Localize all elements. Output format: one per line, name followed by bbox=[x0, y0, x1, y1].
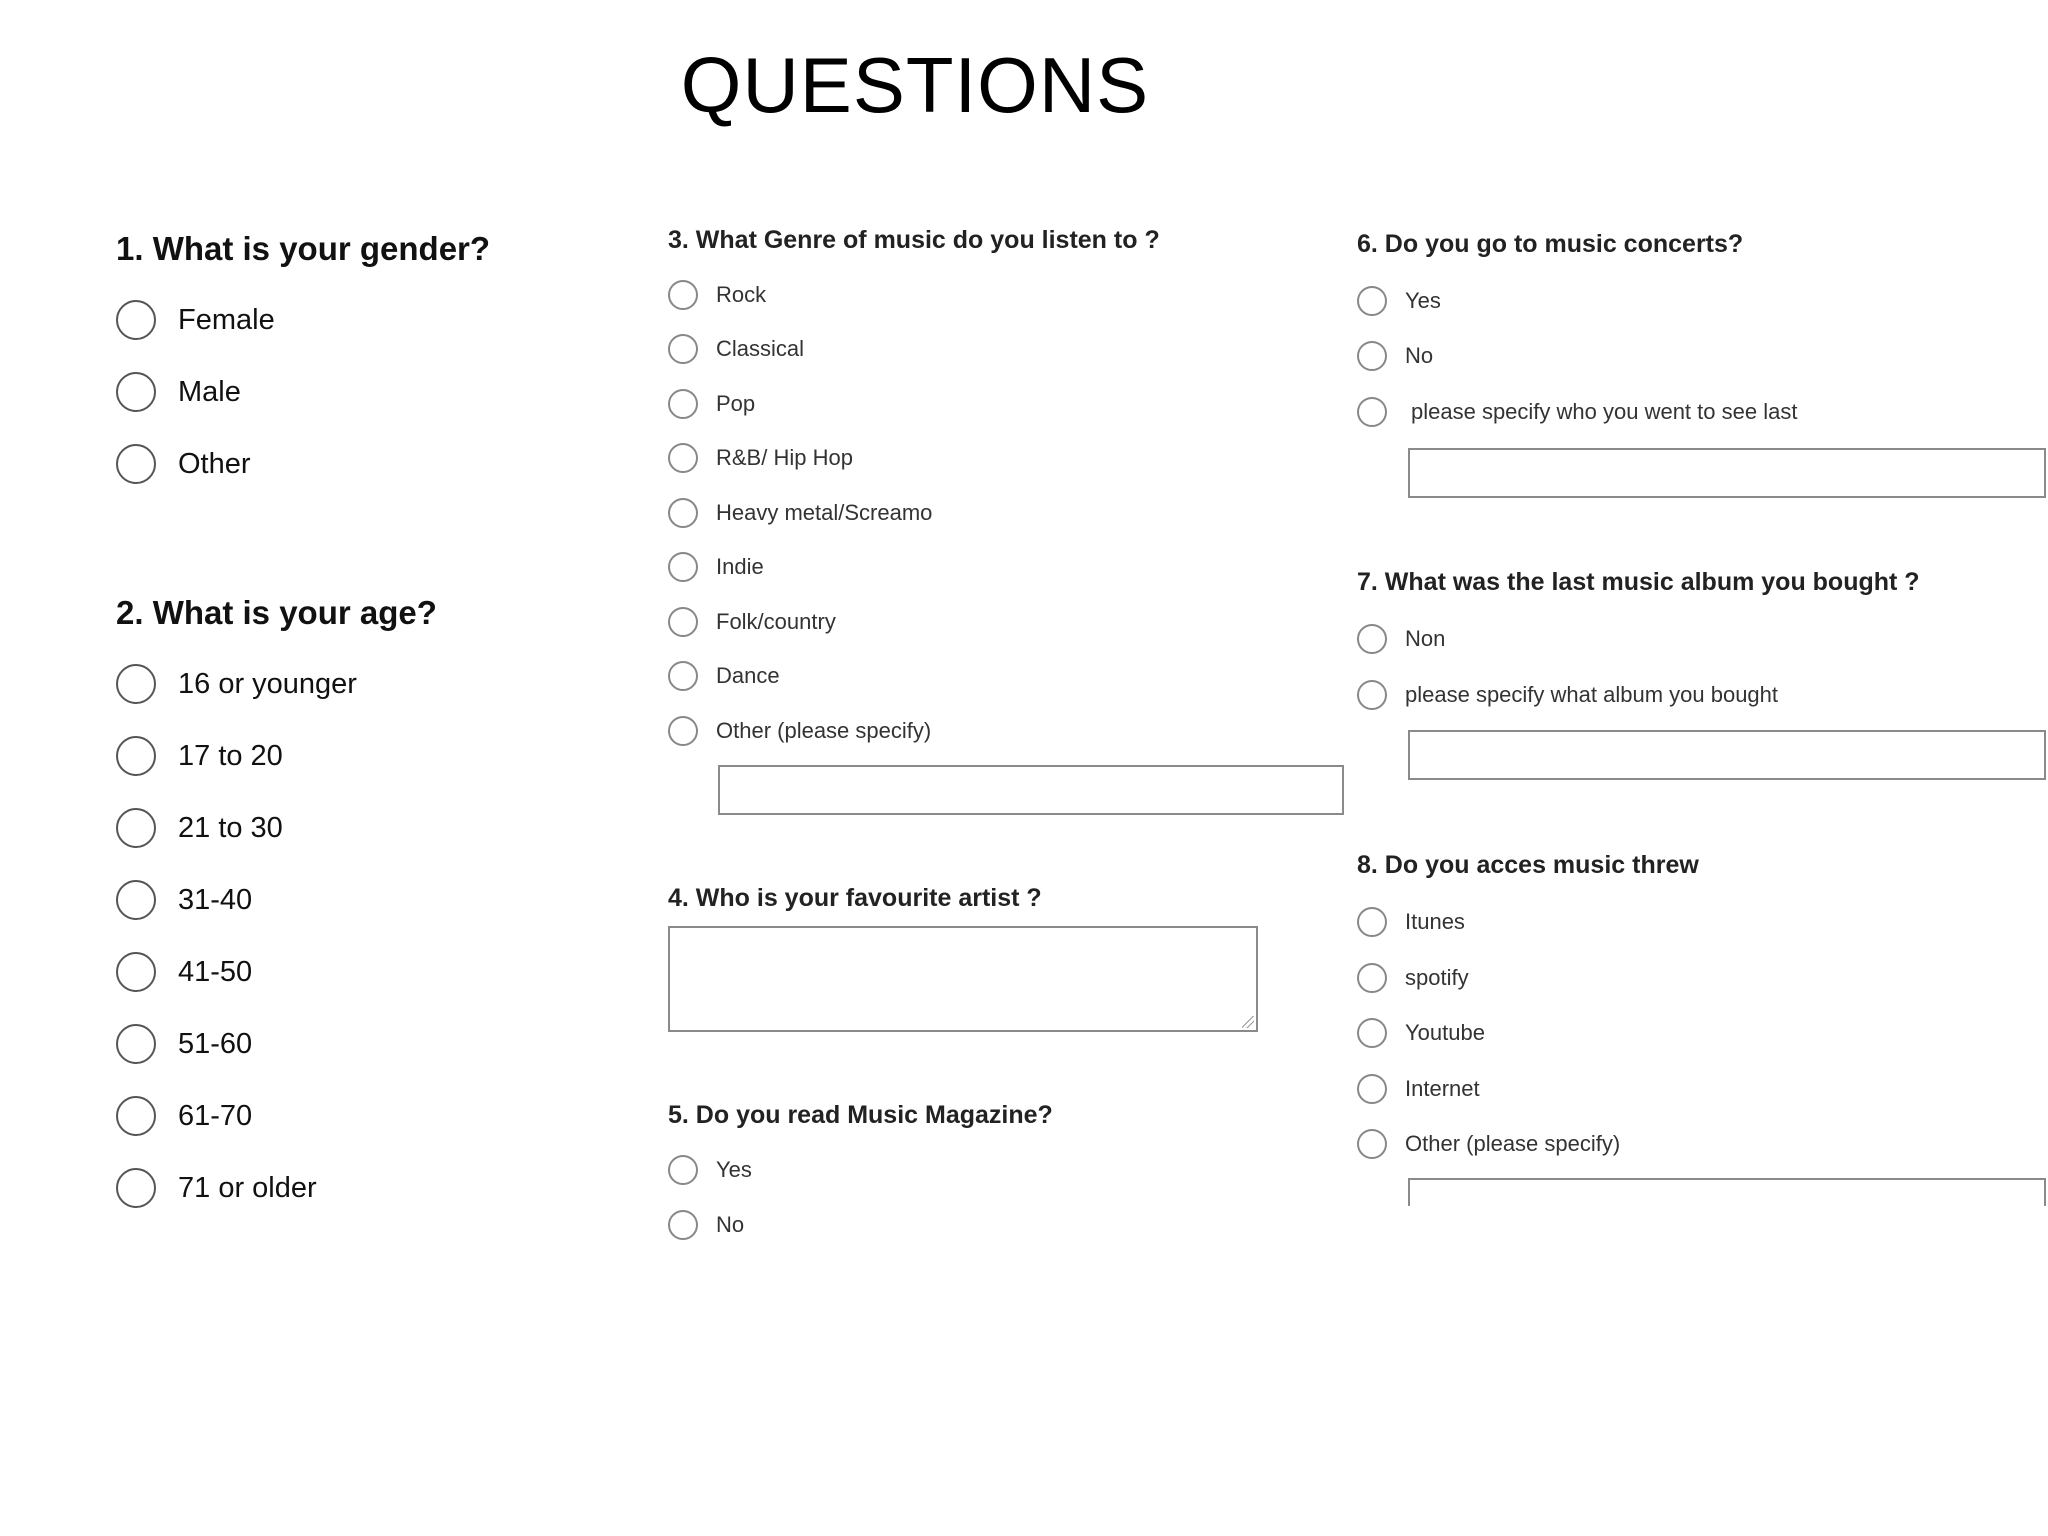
question-1-title: 1. What is your gender? bbox=[116, 230, 491, 267]
album-option-non[interactable] bbox=[1357, 624, 1445, 654]
radio-button[interactable] bbox=[1357, 907, 1387, 937]
gender-option-female[interactable] bbox=[116, 300, 275, 340]
age-option-16-or-younger[interactable] bbox=[116, 664, 357, 704]
option-label: Rock bbox=[716, 282, 767, 307]
genre-option-folk-country[interactable] bbox=[668, 607, 836, 637]
option-label: No bbox=[716, 1212, 745, 1237]
radio-button[interactable] bbox=[1357, 341, 1387, 371]
option-label: 21 to 30 bbox=[178, 811, 283, 844]
option-label: please specify who you went to see last bbox=[1411, 399, 1798, 424]
option-label: Yes bbox=[716, 1157, 752, 1182]
concerts-option-yes[interactable] bbox=[1357, 286, 1441, 316]
option-label: Non bbox=[1405, 626, 1446, 651]
access-option-itunes[interactable] bbox=[1357, 907, 1465, 937]
gender-option-other[interactable] bbox=[116, 444, 251, 484]
radio-button[interactable] bbox=[668, 280, 698, 310]
page-title: QUESTIONS bbox=[680, 41, 1150, 129]
genre-other-input[interactable] bbox=[718, 765, 1344, 815]
option-label: Youtube bbox=[1405, 1020, 1485, 1045]
option-label: Itunes bbox=[1405, 909, 1465, 934]
age-option-17-to-20[interactable] bbox=[116, 736, 283, 776]
favourite-artist-textarea[interactable] bbox=[668, 926, 1258, 1032]
radio-button[interactable] bbox=[1357, 1018, 1387, 1048]
radio-button[interactable] bbox=[668, 716, 698, 746]
magazine-option-no[interactable] bbox=[668, 1210, 744, 1240]
radio-button[interactable] bbox=[1357, 1074, 1387, 1104]
question-7-title: 7. What was the last music album you bought ? bbox=[1357, 568, 1920, 596]
radio-button[interactable] bbox=[116, 1168, 156, 1208]
genre-option-classical[interactable] bbox=[668, 334, 804, 364]
radio-button[interactable] bbox=[668, 661, 698, 691]
option-label: Indie bbox=[716, 554, 764, 579]
option-label: R&B/ Hip Hop bbox=[716, 445, 853, 470]
question-3-title: 3. What Genre of music do you listen to ? bbox=[668, 226, 1160, 254]
radio-button[interactable] bbox=[668, 443, 698, 473]
radio-button[interactable] bbox=[1357, 1129, 1387, 1159]
question-4-title: 4. Who is your favourite artist ? bbox=[668, 884, 1042, 912]
option-label: Yes bbox=[1405, 288, 1441, 313]
access-option-spotify[interactable] bbox=[1357, 963, 1469, 993]
genre-option-rock[interactable] bbox=[668, 280, 766, 310]
radio-button[interactable] bbox=[668, 389, 698, 419]
resize-handle-icon[interactable] bbox=[1242, 1016, 1254, 1028]
concert-artist-input[interactable] bbox=[1408, 448, 2046, 498]
option-label: Internet bbox=[1405, 1076, 1480, 1101]
option-label: Other (please specify) bbox=[1405, 1131, 1621, 1156]
radio-button[interactable] bbox=[116, 372, 156, 412]
radio-button[interactable] bbox=[116, 880, 156, 920]
age-option-21-to-30[interactable] bbox=[116, 808, 283, 848]
genre-option-rnb-hip-hop[interactable] bbox=[668, 443, 853, 473]
radio-button[interactable] bbox=[116, 1096, 156, 1136]
concerts-option-no[interactable] bbox=[1357, 341, 1433, 371]
radio-button[interactable] bbox=[668, 552, 698, 582]
option-label: 61-70 bbox=[178, 1099, 253, 1132]
question-8-title: 8. Do you acces music threw bbox=[1357, 851, 1699, 879]
genre-option-heavy-metal[interactable] bbox=[668, 498, 932, 528]
radio-button[interactable] bbox=[116, 736, 156, 776]
radio-button[interactable] bbox=[116, 808, 156, 848]
option-label: Other (please specify) bbox=[716, 718, 932, 743]
option-label: 31-40 bbox=[178, 883, 253, 916]
access-option-other[interactable] bbox=[1357, 1129, 1620, 1159]
radio-button[interactable] bbox=[116, 300, 156, 340]
option-label: Pop bbox=[716, 391, 756, 416]
radio-button[interactable] bbox=[668, 498, 698, 528]
concerts-option-specify[interactable] bbox=[1357, 397, 1797, 427]
radio-button[interactable] bbox=[668, 1210, 698, 1240]
radio-button[interactable] bbox=[668, 334, 698, 364]
radio-button[interactable] bbox=[116, 952, 156, 992]
question-5-title: 5. Do you read Music Magazine? bbox=[668, 1101, 1053, 1129]
option-label: 41-50 bbox=[178, 955, 253, 988]
genre-option-other[interactable] bbox=[668, 716, 931, 746]
radio-button[interactable] bbox=[1357, 397, 1387, 427]
option-label: 17 to 20 bbox=[178, 739, 283, 772]
option-label: 16 or younger bbox=[178, 667, 357, 700]
option-label: 51-60 bbox=[178, 1027, 253, 1060]
access-option-youtube[interactable] bbox=[1357, 1018, 1485, 1048]
option-label: Folk/country bbox=[716, 609, 836, 634]
option-label: No bbox=[1405, 343, 1434, 368]
radio-button[interactable] bbox=[1357, 624, 1387, 654]
genre-option-pop[interactable] bbox=[668, 389, 755, 419]
question-2-title: 2. What is your age? bbox=[116, 594, 437, 631]
age-option-51-60[interactable] bbox=[116, 1024, 252, 1064]
access-other-input[interactable] bbox=[1408, 1178, 2046, 1206]
option-label: Male bbox=[178, 375, 241, 408]
option-label: 71 or older bbox=[178, 1171, 317, 1204]
radio-button[interactable] bbox=[116, 664, 156, 704]
radio-button[interactable] bbox=[1357, 680, 1387, 710]
radio-button[interactable] bbox=[1357, 286, 1387, 316]
option-label: please specify what album you bought bbox=[1405, 682, 1779, 707]
option-label: Other bbox=[178, 447, 251, 480]
access-option-internet[interactable] bbox=[1357, 1074, 1480, 1104]
radio-button[interactable] bbox=[1357, 963, 1387, 993]
option-label: Dance bbox=[716, 663, 780, 688]
radio-button[interactable] bbox=[116, 1024, 156, 1064]
magazine-option-yes[interactable] bbox=[668, 1155, 752, 1185]
age-option-41-50[interactable] bbox=[116, 952, 252, 992]
radio-button[interactable] bbox=[668, 607, 698, 637]
genre-option-indie[interactable] bbox=[668, 552, 764, 582]
genre-option-dance[interactable] bbox=[668, 661, 780, 691]
age-option-71-or-older[interactable] bbox=[116, 1168, 317, 1208]
gender-option-male[interactable] bbox=[116, 372, 241, 412]
album-option-specify[interactable] bbox=[1357, 680, 1778, 710]
option-label: spotify bbox=[1405, 965, 1469, 990]
option-label: Female bbox=[178, 303, 275, 336]
age-option-61-70[interactable] bbox=[116, 1096, 252, 1136]
option-label: Classical bbox=[716, 336, 805, 361]
age-option-31-40[interactable] bbox=[116, 880, 252, 920]
question-6-title: 6. Do you go to music concerts? bbox=[1357, 230, 1744, 258]
option-label: Heavy metal/Screamo bbox=[716, 500, 933, 525]
radio-button[interactable] bbox=[668, 1155, 698, 1185]
radio-button[interactable] bbox=[116, 444, 156, 484]
album-input[interactable] bbox=[1408, 730, 2046, 780]
